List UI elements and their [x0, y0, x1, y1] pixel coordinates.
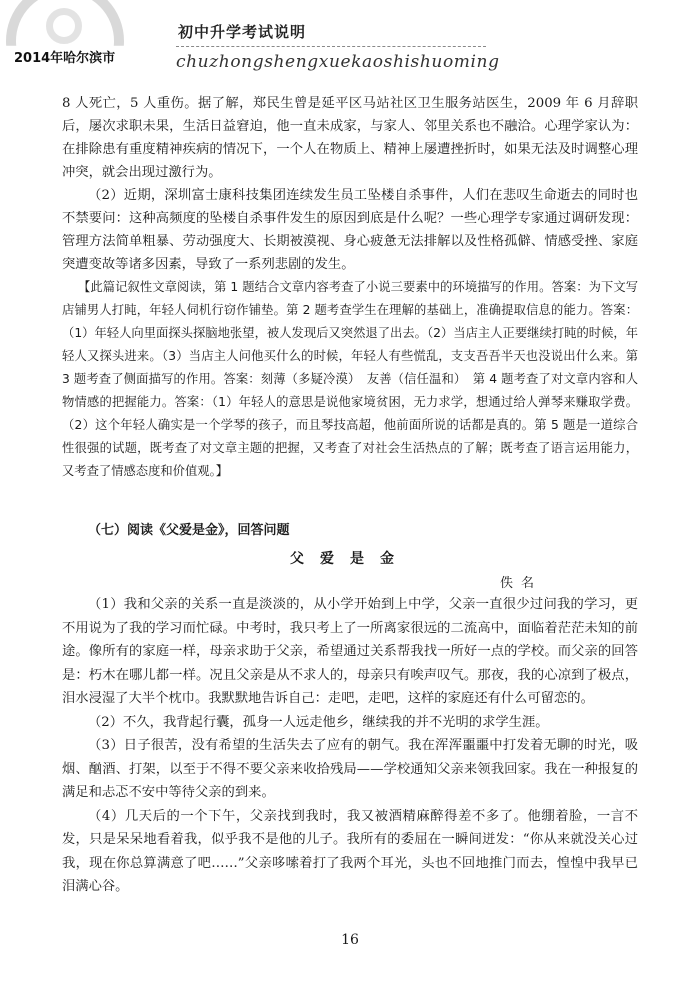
header-divider — [176, 46, 486, 47]
header-decoration-small-ring — [46, 8, 82, 44]
body-paragraph-1: 8 人死亡，5 人重伤。据了解，郑民生曾是延平区马站社区卫生服务站医生，2009 年 6 月辞职后，屡次求职未果，生活日益窘迫，他一直未成家，与家人、邻里关系也不融洽。心理学家认为：在排除患有重度精神疾病的情况下，一个人在物质上、精神上屡遭挫折时，如果无法及时调整心理冲突，就会出现过激行为。 — [62, 96, 638, 180]
header-title: 初中升学考试说明 — [178, 23, 307, 41]
story-body — [62, 593, 638, 899]
story-paragraph: （3）日子很苦，没有希望的生活失去了应有的朝气。我在浑浑噩噩中打发着无聊的时光，吸烟、酗酒、打架，以至于不得不要父亲来收拾残局——学校通知父亲来领我回家。我在一种报复的满足和忐忑不安中等待父亲的到来。 — [62, 738, 638, 800]
story-paragraph: （4）几天后的一个下午，父亲找到我时，我又被酒精麻醉得差不多了。他绷着脸，一言不发，只是呆呆地看着我，似乎我不是他的儿子。我所有的委屈在一瞬间迸发：“你从来就没关心过我，现在你总算满意了吧……”父亲哆嗦着打了我两个耳光，头也不回地推门而去，惶惶中我早已泪满心谷。 — [62, 808, 638, 894]
header-year-city: 2014年哈尔滨市 — [14, 51, 116, 66]
answer-note: 【此篇记叙性文章阅读，第 1 题结合文章内容考查了小说三要素中的环境描写的作用。答案：为下文写店铺男人打盹，年轻人伺机行窃作铺垫。第 2 题考查学生在理解的基础上，准确提取信息的能力。答案：（1）年轻人向里面探头探脑地张望，被人发现后又突然退了出去。（2）当店主人正要继续打盹的时候，年轻人又探头进来。（3）当店主人问他买什么的时候，年轻人有些慌乱，支支吾吾半天也没说出什么来。第 3 题考查了侧面描写的作用。答案：刻薄（多疑冷漠） 友善（信任温和） 第 4 题考查了对文章内容和人物情感的把握能力。答案：（1）年轻人的意思是说他家境贫困，无力求学，想通过给人弹琴来赚取学费。（2）这个年轻人确实是一个学琴的孩子，而且琴技高超，他前面所说的话都是真的。第 5 题是一道综合性很强的试题，既考查了对文章主题的把握，又考查了对社会生活热点的了解；既考查了语言运用能力，又考查了情感态度和价值观。】 — [62, 280, 638, 478]
story-title: 父爱是金 — [290, 551, 410, 567]
story-paragraph: （1）我和父亲的关系一直是淡淡的，从小学开始到上中学，父亲一直很少过问我的学习，更不用说为了我的学习而忙碌。中考时，我只考上了一所离家很远的二流高中，面临着茫茫未知的前途。像所有的家庭一样，母亲求助于父亲，希望通过关系帮我找一所好一点的学校。而父亲的回答是：朽木在哪儿都一样。况且父亲是从不求人的，母亲只有唉声叹气。那夜，我的心凉到了极点，泪水浸湿了大半个枕巾。我默默地告诉自己：走吧，走吧，这样的家庭还有什么可留恋的。 — [62, 597, 638, 706]
page-number: 16 — [341, 932, 359, 948]
header-pinyin: chuzhongshengxuekaoshishuoming — [176, 52, 500, 72]
page-content — [62, 92, 638, 899]
story-paragraph: （2）不久，我背起行囊，孤身一人远走他乡，继续我的并不光明的求学生涯。 — [88, 714, 549, 730]
section-heading: （七）阅读《父爱是金》，回答问题 — [88, 523, 290, 538]
story-author: 佚名 — [499, 576, 542, 591]
body-paragraph-2: （2）近期，深圳富士康科技集团连续发生员工坠楼自杀事件，人们在悲叹生命逝去的同时也不禁要问：这种高频度的坠楼自杀事件发生的原因到底是什么呢？一些心理学专家通过调研发现：管理方法简单粗暴、劳动强度大、长期被漠视、身心疲惫无法排解以及性格孤僻、情感受挫、家庭突遭变故等诸多因素，导致了一系列悲剧的发生。 — [62, 188, 638, 272]
